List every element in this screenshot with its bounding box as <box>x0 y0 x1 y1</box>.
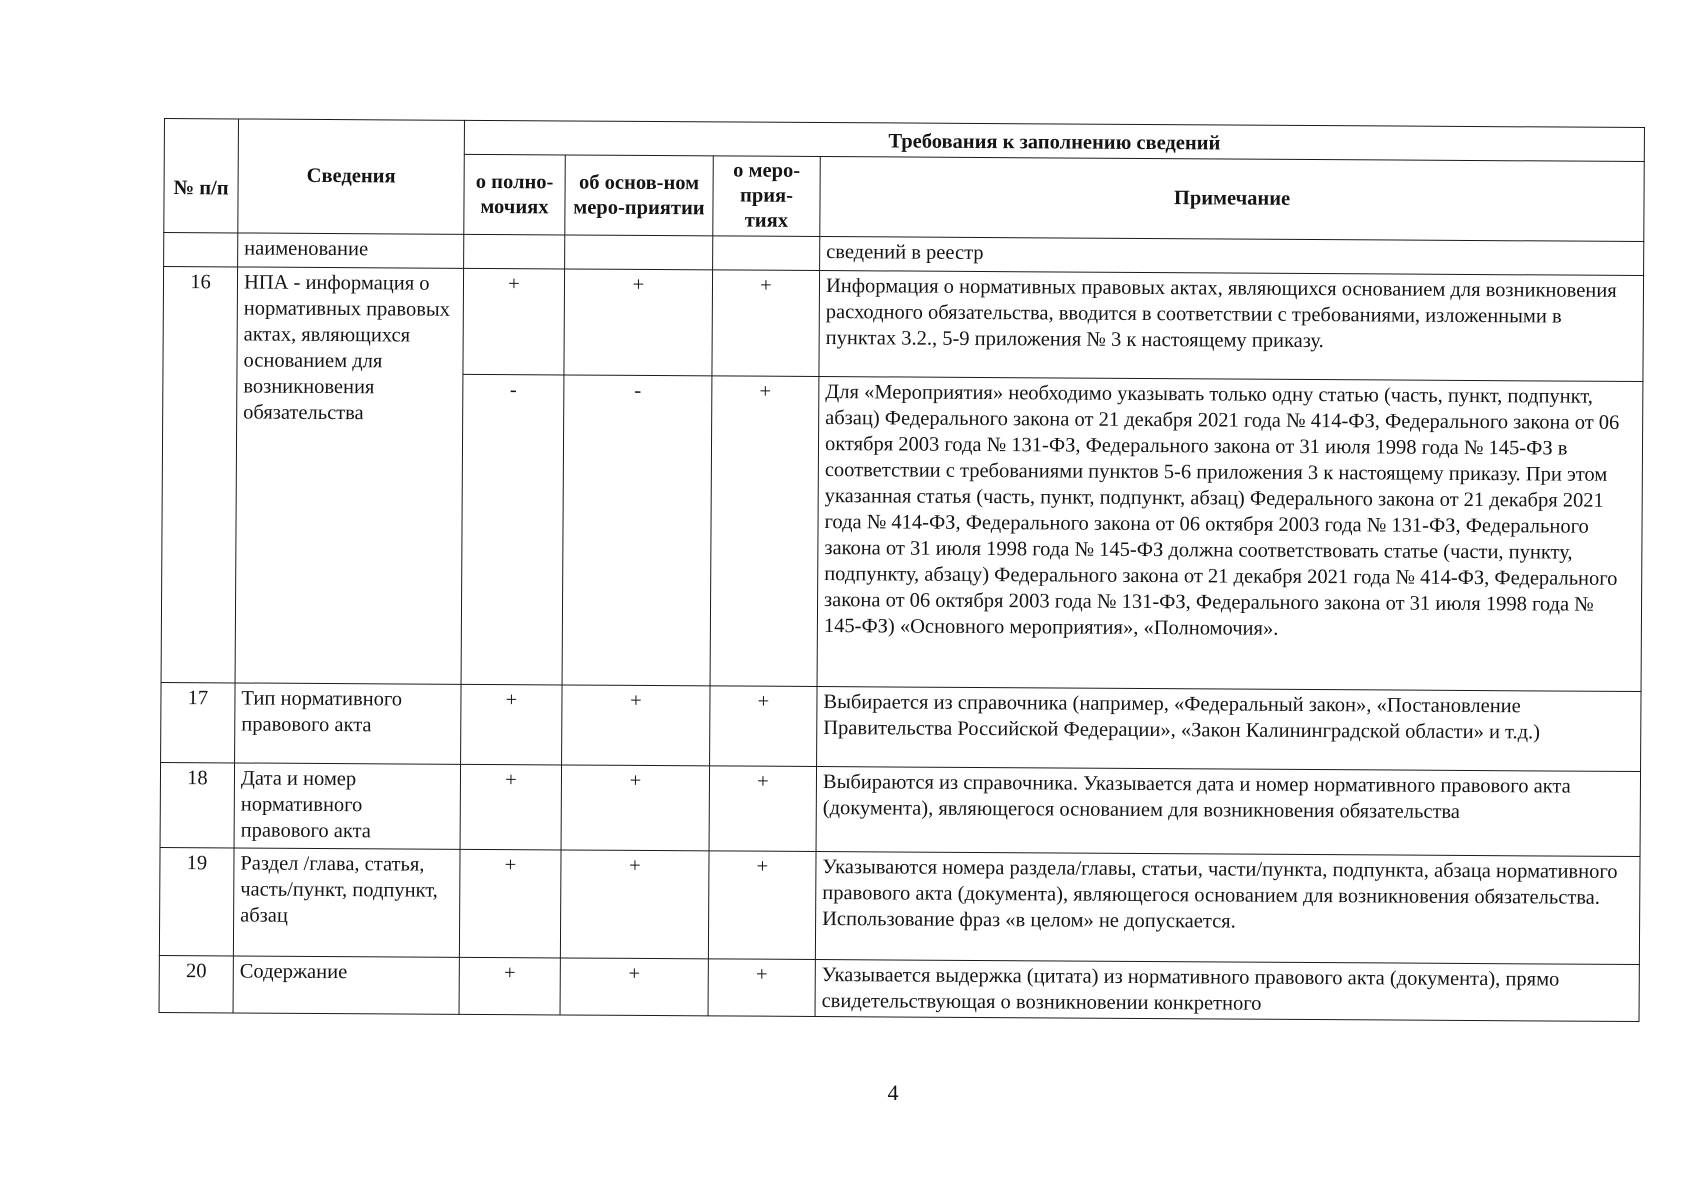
mark-meropriyatiya: + <box>709 766 817 852</box>
row-name: НПА - информация о нормативных правовых актах, являющихся основанием для возникновения обязательства <box>235 267 464 684</box>
header-svedeniya: Сведения <box>238 119 465 234</box>
note-text-extra: Использование фраз «в целом» не допускается. <box>822 908 1236 933</box>
mark-polnomochiya: + <box>463 268 565 375</box>
header-col-polnomochiya: о полно-мочиях <box>464 154 565 235</box>
row-note <box>815 851 1640 964</box>
row-num: 18 <box>160 762 235 847</box>
header-col-osnovnoe: об основ-ном меро-приятии <box>565 155 713 236</box>
row-name: Дата и номер нормативного правового акта <box>234 763 461 849</box>
table-row <box>161 682 1641 771</box>
header-num: № п/п <box>164 119 239 233</box>
mark-polnomochiya <box>464 234 565 269</box>
row-name: Тип нормативного правового акта <box>235 683 461 764</box>
mark-meropriyatiya: + <box>708 851 816 960</box>
mark-osnovnoe: + <box>561 765 710 851</box>
mark-polnomochiya: + <box>461 684 562 765</box>
row-note: Указывается выдержка (цитата) из нормативного правового акта (документа), прямо свидетельствующая о возникновении конкретного <box>815 959 1639 1021</box>
mark-meropriyatiya: + <box>708 959 815 1017</box>
table-row <box>163 267 1644 382</box>
row-note: Для «Мероприятия» необходимо указывать только одну статью (часть, пункт, подпункт, абзац) Федерального закона от 21 декабря 2021 года № 414-ФЗ, Федерального закона от 06 октября 2003 года № 131-ФЗ, Федерального закона от 31 июля 1998 года № 145-ФЗ в соответствии с требованиями пунктов 5-6 приложения 3 к настоящему приказу. При этом указанная статья (часть, пункт, подпункт, абзац) Федерального закона от 21 декабря 2021 года № 414-ФЗ, Федерального закона от 06 октября 2003 года № 131-ФЗ, Федерального закона от 31 июля 1998 года № 145-ФЗ должна соответствовать статье (части, пункту, подпункту, абзацу) Федерального закона от 21 декабря 2021 года № 414-ФЗ, Федерального закона от 06 октября 2003 года № 131-ФЗ, Федерального закона от 31 июля 1998 года № 145-ФЗ) «Основного мероприятия», «Полномочия». <box>817 377 1643 692</box>
row-name: наименование <box>238 233 464 268</box>
mark-osnovnoe: + <box>564 269 713 376</box>
row-note: Информация о нормативных правовых актах, являющихся основанием для возникновения расходного обязательства, вводится в соответствии с требованиями, изложенными в пунктах 3.2., 5-9 приложения № 3 к настоящему приказу. <box>819 271 1644 382</box>
mark-polnomochiya: + <box>460 764 562 850</box>
row-num: 19 <box>159 847 234 955</box>
table-header <box>164 119 1645 242</box>
row-num <box>164 233 238 267</box>
mark-polnomochiya: + <box>459 849 561 958</box>
row-name: Раздел /глава, статья, часть/пункт, подпункт, абзац <box>233 848 460 957</box>
header-requirements: Требования к заполнению сведений <box>464 120 1644 161</box>
row-num: 16 <box>161 267 238 683</box>
row-name: Содержание <box>233 956 459 1014</box>
note-text: Указываются номера раздела/главы, статьи, части/пункта, подпункта, абзаца нормативного правового акта (документа), являющегося основанием для возникновения обязательства. <box>822 856 1618 909</box>
header-col-primechanie: Примечание <box>820 157 1644 242</box>
mark-polnomochiya: + <box>459 957 560 1015</box>
mark-meropriyatiya: + <box>710 376 819 687</box>
mark-osnovnoe: - <box>562 375 712 686</box>
table-body <box>159 233 1644 1022</box>
page-number: 4 <box>887 1080 899 1105</box>
row-num: 17 <box>161 682 235 762</box>
table-row <box>159 847 1640 964</box>
mark-meropriyatiya: + <box>712 270 820 377</box>
mark-meropriyatiya <box>713 236 820 271</box>
row-note: сведений в реестр <box>820 237 1644 276</box>
requirements-table <box>159 118 1645 1022</box>
row-note: Выбирается из справочника (например, «Федеральный закон», «Постановление Правительства Российской Федерации», «Закон Калининградской области» и т.д.) <box>817 686 1641 771</box>
table-row <box>159 955 1639 1021</box>
mark-osnovnoe <box>565 235 713 270</box>
mark-osnovnoe: + <box>560 958 708 1016</box>
row-num: 20 <box>159 955 233 1012</box>
mark-polnomochiya: - <box>461 374 564 685</box>
mark-meropriyatiya: + <box>710 686 817 767</box>
header-col-meropriyatiya: о меро-прия-тиях <box>713 156 820 237</box>
mark-osnovnoe: + <box>560 850 709 959</box>
row-note: Выбираются из справочника. Указывается дата и номер нормативного правового акта (документа), являющегося основанием для возникновения обязательства <box>816 766 1641 856</box>
table-row <box>160 762 1641 856</box>
mark-osnovnoe: + <box>562 685 710 766</box>
